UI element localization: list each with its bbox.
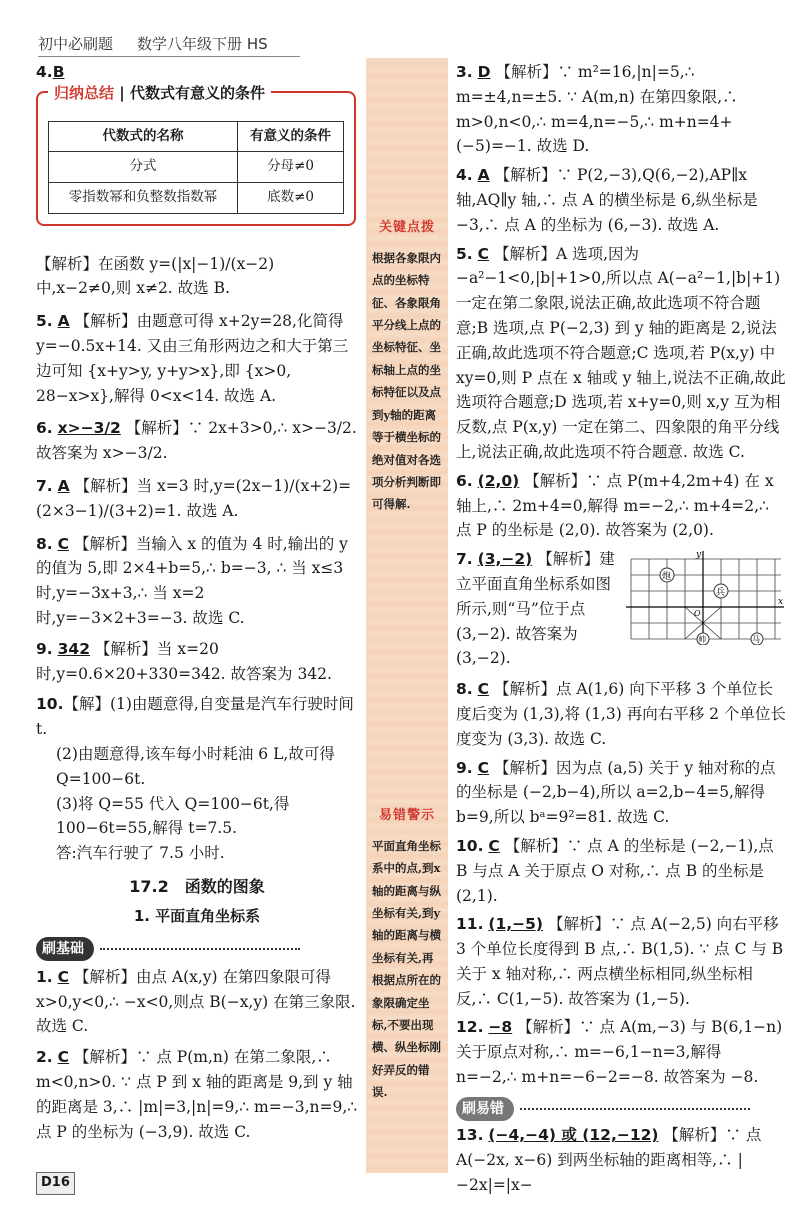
right-q6: 6. (2,0) 【解析】∵ 点 P(m+4,2m+4) 在 x 轴上,∴ 2m+4=0,解得 m=−2,∴ m+4=2,∴ 点 P 的坐标是 (2,0). 故答案为 (2,0). — [456, 471, 774, 540]
right-q13: 13. (−4,−4) 或 (12,−12) 【解析】∵ 点 A(−2x, x−6) 到两坐标轴的距离相等,∴ |−2x|=|x− — [456, 1126, 762, 1194]
section-title: 17.2 函数的图象 — [129, 876, 265, 896]
page-number: D16 — [36, 1172, 75, 1195]
left-q9: 9. 342 【解析】当 x=20 时,y=0.6×20+330=342. 故答案为 342. — [36, 639, 332, 683]
right-q12: 12. −8 【解析】∵ 点 A(m,−3) 与 B(6,1−n) 关于原点对称,∴ m=−6,1−n=3,解得 n=−2,∴ m+n=−6−2=−8. 故答案为 −8. — [456, 1018, 783, 1087]
summary-box — [36, 83, 356, 226]
header-subject: 数学八年级下册 — [137, 35, 243, 53]
left-q2: 2. C 【解析】∵ 点 P(m,n) 在第二象限,∴ m<0,n>0. ∵ 点 P 到 x 轴的距离是 9,到 y 轴的距离是 3,∴ |m|=3,|n|=9,∴ m=−3,n=9,∴ 点 P 的坐标为 (−3,9). 故选 C. — [36, 1048, 358, 1141]
left-q4-analysis: 【解析】在函数 y=(|x|−1)/(x−2) 中,x−2≠0,则 x≠2. 故选 B. — [36, 254, 275, 298]
left-q4: 4.B — [36, 63, 65, 81]
right-q3: 3. D 【解析】∵ m²=16,|n|=5,∴ m=±4,n=±5. ∵ A(m,n) 在第四象限,∴ m>0,n<0,∴ m=4,n=−5,∴ m+n=4+(−5)=−1. 故选 D. — [456, 63, 738, 156]
table-row: 分式 分母≠0 — [49, 152, 344, 183]
subsection-title: 1. 平面直角坐标系 — [133, 906, 261, 925]
y-axis-label: y — [696, 550, 702, 561]
dotted-rule — [100, 948, 300, 950]
key-point-note: 根据各象限内点的坐标特征、各象限角平分线上点的坐标特征、坐标轴上点的坐标特征以及点到y轴的距离等于横坐标的绝对值对各选项分析判断即可得解. — [372, 250, 441, 512]
page-header — [38, 32, 268, 56]
table-header: 代数式的名称 — [49, 121, 238, 152]
left-column — [36, 60, 358, 1144]
summary-title: 归纳总结 | 代数式有意义的条件 — [48, 81, 271, 105]
chess-grid-figure — [626, 549, 786, 645]
left-q1: 1. C 【解析】由点 A(x,y) 在第四象限可得 x>0,y<0,∴ −x<0,则点 B(−x,y) 在第三象限. 故选 C. — [36, 967, 356, 1036]
table-row: 零指数幂和负整数指数幂 底数≠0 — [49, 182, 344, 213]
left-q6: 6. x>−3/2 【解析】∵ 2x+3>0,∴ x>−3/2. 故答案为 x>−3/2. — [36, 419, 357, 463]
right-q10: 10. C 【解析】∵ 点 A 的坐标是 (−2,−1),点 B 与点 A 关于原点 O 对称,∴ 点 B 的坐标是 (2,1). — [456, 836, 774, 905]
badge-basic — [36, 936, 358, 961]
left-q7: 7. A 【解析】当 x=3 时,y=(2x−1)/(x+2)=(2×3−1)/(3+2)=1. 故选 A. — [36, 476, 352, 520]
header-book: 初中必刷题 — [38, 35, 114, 53]
right-q7: y x O 炮 兵 帅 马 7. (3,−2) 【解析】建立平面直角坐标系如图所示,则“马”位于点 (3,−2). 故答案为 (3,−2). — [456, 547, 786, 671]
right-q4: 4. A 【解析】∵ P(2,−3),Q(6,−2),AP∥x 轴,AQ∥y 轴,∴ 点 A 的横坐标是 6,纵坐标是 −3,∴ 点 A 的坐标为 (6,−3). 故选 A. — [456, 166, 758, 234]
key-point-tag: 关键点拨 — [378, 220, 435, 235]
error-warning-tag: 易错警示 — [378, 807, 435, 823]
right-q5: 5. C 【解析】A 选项,因为 −a²−1<0,|b|+1>0,所以点 A(−a²−1,|b|+1) 一定在第二象限,说法正确,故此选项不符合题意;B 选项,点 P(−2,3) 到 y 轴的距离是 2,说法正确,故此选项不符合题意;C 选项,若 P(x,y) 中 xy=0,则 P 点在 x 轴或 y 轴上,说法不正确,故此选项符合题意;D 选项,若 x+y=0,则 x,y 互为相反数,点 P(x,y) 一定在第二、四象限的角平分线上,说法正确,故此选项不符合题意. 故选 C. — [456, 244, 786, 461]
origin-label: O — [694, 609, 701, 619]
x-axis-label: x — [778, 597, 784, 608]
badge-label: 刷基础 — [36, 937, 94, 961]
badge-error-prone — [456, 1096, 786, 1121]
right-q8: 8. C 【解析】点 A(1,6) 向下平移 3 个单位长度后变为 (1,3),将 (1,3) 再向右平移 2 个单位长度变为 (3,3). 故选 C. — [456, 680, 786, 748]
dotted-rule — [520, 1108, 750, 1110]
margin-notes — [366, 58, 448, 1173]
error-warning-note: 平面直角坐标系中的点,到x轴的距离与纵坐标有关,到y轴的距离与横坐标有关,再根据点所在的象限确定坐标,不要出现横、纵坐标刚好弄反的错误. — [372, 838, 441, 1100]
piece-pao: 炮 — [662, 572, 672, 583]
left-q10: 10.【解】(1)由题意得,自变量是汽车行驶时间 t. (2)由题意得,该车每小时耗油 6 L,故可得 Q=100−6t. (3)将 Q=55 代入 Q=100−6t,得 100−6t=55,解得 t=7.5. 答:汽车行驶了 7.5 小时. — [36, 695, 354, 863]
table-header: 有意义的条件 — [238, 121, 344, 152]
header-rule — [38, 56, 300, 57]
left-q8: 8. C 【解析】当输入 x 的值为 4 时,输出的 y 的值为 5,即 2×4+b=5,∴ b=−3, ∴ 当 x≤3 时,y=−3x+3,∴ 当 x=2 时,y=−3×2+3=−3. 故选 C. — [36, 534, 348, 627]
summary-table — [48, 121, 344, 214]
left-q5: 5. A 【解析】由题意可得 x+2y=28,化简得 y=−0.5x+14. 又由三角形两边之和大于第三边可知 {x+y>y, y+y>x},即 {x>0, 28−x>x},解得 0<x<14. 故选 A. — [36, 312, 349, 405]
right-q11: 11. (1,−5) 【解析】∵ 点 A(−2,5) 向右平移 3 个单位长度得到 B 点,∴ B(1,5). ∵ 点 C 与 B 关于 x 轴对称,∴ 两点横坐标相同,纵坐标相反,∴ C(1,−5). 故答案为 (1,−5). — [456, 915, 784, 1008]
badge-label: 刷易错 — [456, 1097, 514, 1121]
header-edition: HS — [246, 35, 268, 53]
piece-bing: 兵 — [716, 588, 726, 599]
piece-shuai: 帅 — [698, 635, 706, 645]
right-q9: 9. C 【解析】因为点 (a,5) 关于 y 轴对称的点的坐标是 (−2,b−4),所以 a=2,b−4=5,解得 b=9,所以 bᵃ=9²=81. 故选 C. — [456, 758, 776, 827]
piece-ma: 马 — [752, 635, 760, 645]
right-column — [456, 60, 786, 1198]
